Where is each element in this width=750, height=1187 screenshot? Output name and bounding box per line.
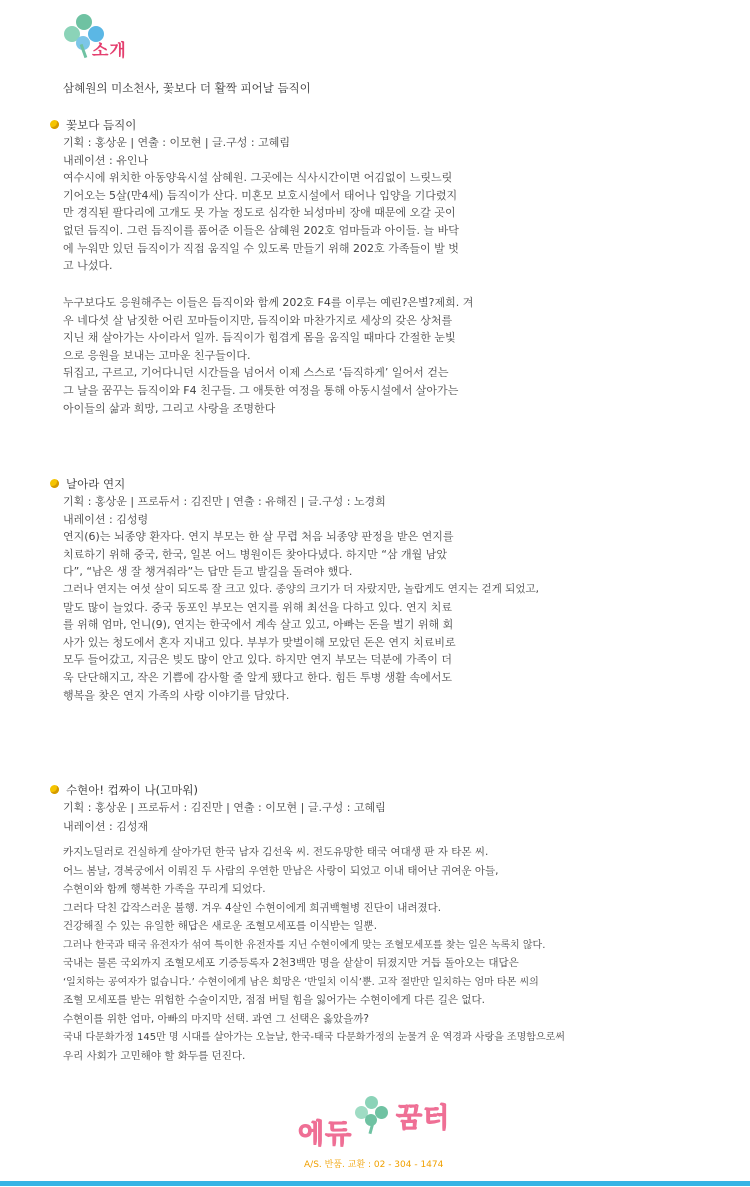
logo-text-right: 꿈터: [396, 1103, 451, 1134]
episode-text-line: 그러나 한국과 태국 유전자가 섞여 특이한 유전자를 지닌 수현이에게 맞는 조혈모세포를 찾는 일은 녹록치 않다.: [63, 939, 546, 951]
episode-text-line: 카지노딜러로 건실하게 살아가던 한국 남자 김선욱 씨. 전도유망한 태국 여대생 판 자 타몬 씨.: [63, 846, 489, 858]
episode-credits: 기획 : 홍상운 | 프로듀서 : 김진만 | 연출 : 이모현 | 글.구성 : 고혜림: [63, 801, 386, 814]
episode-text-line: 그러나 연지는 여섯 살이 되도록 잘 크고 있다. 종양의 크기가 더 자랐지만, 놀랍게도 연지는 걷게 되었고,: [63, 583, 539, 595]
episode-text-line: 어느 봄날, 경복궁에서 이뤄진 두 사람의 우연한 만남은 사랑이 되었고 이내 태어난 귀여운 아들,: [63, 864, 499, 877]
episode-text-line: 에 누워만 있던 듬직이가 직접 움직일 수 있도록 만들기 위해 202호 가족들이 발 벗: [63, 241, 459, 255]
episode-text-line: 누구보다도 응원해주는 이들은 듬직이와 함께 202호 F4를 이루는 예린?은별?제희. 겨: [63, 296, 474, 309]
episode-title: 수현아! 컵짜이 나(고마워): [66, 783, 198, 797]
episode-text-line: 수현이와 함께 행복한 가족을 꾸리게 되었다.: [63, 883, 266, 895]
episode-text-line: 행복을 찾은 연지 가족의 사랑 이야기를 담았다.: [63, 688, 290, 702]
episode-credits: 기획 : 홍상운 | 연출 : 이모현 | 글.구성 : 고혜림: [63, 136, 291, 149]
episode-text-line: 조혈 모세포를 받는 위험한 수술이지만, 점점 버틸 힘을 잃어가는 수현이에게 다른 길은 없다.: [63, 994, 486, 1006]
episode-text-line: 우 네다섯 살 남짓한 어린 꼬마들이지만, 듬직이와 마찬가지로 세상의 갖은 상처를: [63, 313, 453, 327]
episode-text-line: 사가 있는 청도에서 혼자 지내고 있다. 부부가 맞벌이해 모았던 돈은 연지 치료비로: [63, 635, 456, 649]
episode-text-line: 연지(6)는 뇌종양 환자다. 연지 부모는 한 살 무렵 처음 뇌종양 판정을 받은 연지를: [63, 530, 454, 544]
episode-text-line: 말도 많이 늘었다. 중국 동포인 부모는 연지를 위해 최선을 다하고 있다. 연지 치료: [63, 600, 452, 614]
episode-text-line: 욱 단단해지고, 작은 기쁨에 감사할 줄 알게 됐다고 한다. 힘든 투병 생활 속에서도: [63, 671, 452, 684]
episode-text-line: 치료하기 위해 중국, 한국, 일본 어느 병원이든 찾아다녔다. 하지만 “삼 개월 남았: [63, 547, 448, 561]
episode-text-line: 다”, “남은 생 잘 챙겨줘라”는 답만 듣고 발길을 돌려야 했다.: [63, 565, 353, 579]
episode-narration: 내레이션 : 유인나: [63, 153, 149, 167]
episode-text-line: 여수시에 위치한 아동양육시설 삼혜원. 그곳에는 식사시간이면 어김없이 느릿느릿: [63, 171, 453, 185]
episode-title: 꽃보다 듬직이: [66, 118, 137, 132]
logo-text-left: 에듀: [298, 1119, 353, 1150]
episode-text-line: 그 날을 꿈꾸는 듬직이와 F4 친구들. 그 애틋한 여정을 통해 아동시설에서 살아가는: [63, 384, 459, 397]
footer-logo: [298, 1090, 458, 1150]
episode-narration: 내레이션 : 김성재: [63, 820, 149, 833]
episode-text-line: 지닌 채 살아가는 사이라서 일까. 듬직이가 힘겹게 몸을 움직일 때마다 간절한 눈빛: [63, 331, 456, 345]
episode-text-line: 모두 들어갔고, 지금은 빚도 많이 안고 있다. 하지만 연지 부모는 덕분에 가족이 더: [63, 653, 452, 667]
bullet-icon: [50, 479, 59, 488]
episode-text-line: 고 나섰다.: [63, 259, 113, 273]
episode-text-line: 만 경직된 팔다리에 고개도 못 가눌 정도로 심각한 뇌성마비 장애 때문에 오갈 곳이: [63, 206, 456, 220]
episode-text-line: 그러다 닥친 갑작스러운 불행. 겨우 4살인 수현이에게 희귀백혈병 진단이 내려졌다.: [63, 901, 442, 914]
episode-text-line: 으로 응원을 보내는 고마운 친구들이다.: [63, 348, 251, 362]
episode-text-line: 기어오는 5살(만4세) 듬직이가 산다. 미혼모 보호시설에서 태어나 입양을 기다렸지: [63, 188, 458, 202]
section-title: 소개: [92, 41, 127, 61]
episode-text-line: 를 위해 엄마, 언니(9), 연지는 한국에서 계속 살고 있고, 아빠는 돈을 벌기 위해 회: [63, 618, 454, 632]
episode-text-line: 건강해질 수 있는 유일한 해답은 새로운 조혈모세포를 이식받는 일뿐.: [63, 920, 378, 932]
episode-text-line: 뒤집고, 구르고, 기어다니던 시간들을 넘어서 이제 스스로 ‘듬직하게’ 일어서 걷는: [63, 366, 449, 380]
episode-text-line: ‘일치하는 공여자가 없습니다.’ 수현이에게 남은 희망은 ‘반일치 이식’뿐. 고작 절반만 일치하는 엄마 타몬 씨의: [63, 976, 539, 988]
bottom-rule: [0, 1181, 750, 1186]
episode-narration: 내레이션 : 김성령: [63, 512, 149, 526]
tagline: 삼혜원의 미소천사, 꽃보다 더 활짝 피어날 듬직이: [63, 81, 311, 95]
contact-info: A/S. 반품. 교환 : 02 - 304 - 1474: [304, 1160, 444, 1170]
episode-text-line: 수현이를 위한 엄마, 아빠의 마지막 선택. 과연 그 선택은 옳았을까?: [63, 1012, 370, 1025]
episode-text-line: 국내 다문화가정 145만 명 시대를 살아가는 오늘날, 한국-태국 다문화가정의 눈물겨 운 역경과 사랑을 조명함으로써: [63, 1032, 565, 1043]
episode-text-line: 없던 듬직이. 그런 듬직이를 품어준 이들은 삼혜원 202호 엄마들과 아이들. 늘 바닥: [63, 224, 459, 237]
episode-credits: 기획 : 홍상운 | 프로듀서 : 김진만 | 연출 : 유해진 | 글.구성 : 노경희: [63, 495, 386, 508]
episode-text-line: 우리 사회가 고민해야 할 화두를 던진다.: [63, 1049, 246, 1062]
episode-text-line: 아이들의 삶과 희망, 그리고 사랑을 조명한다: [63, 401, 276, 415]
bullet-icon: [50, 120, 59, 129]
bullet-icon: [50, 785, 59, 794]
episode-title: 날아라 연지: [66, 477, 126, 491]
clover-icon: [354, 1096, 390, 1132]
episode-text-line: 국내는 물론 국외까지 조혈모세포 기증등록자 2천3백만 명을 샅샅이 뒤졌지만 거듭 돌아오는 대답은: [63, 957, 519, 969]
